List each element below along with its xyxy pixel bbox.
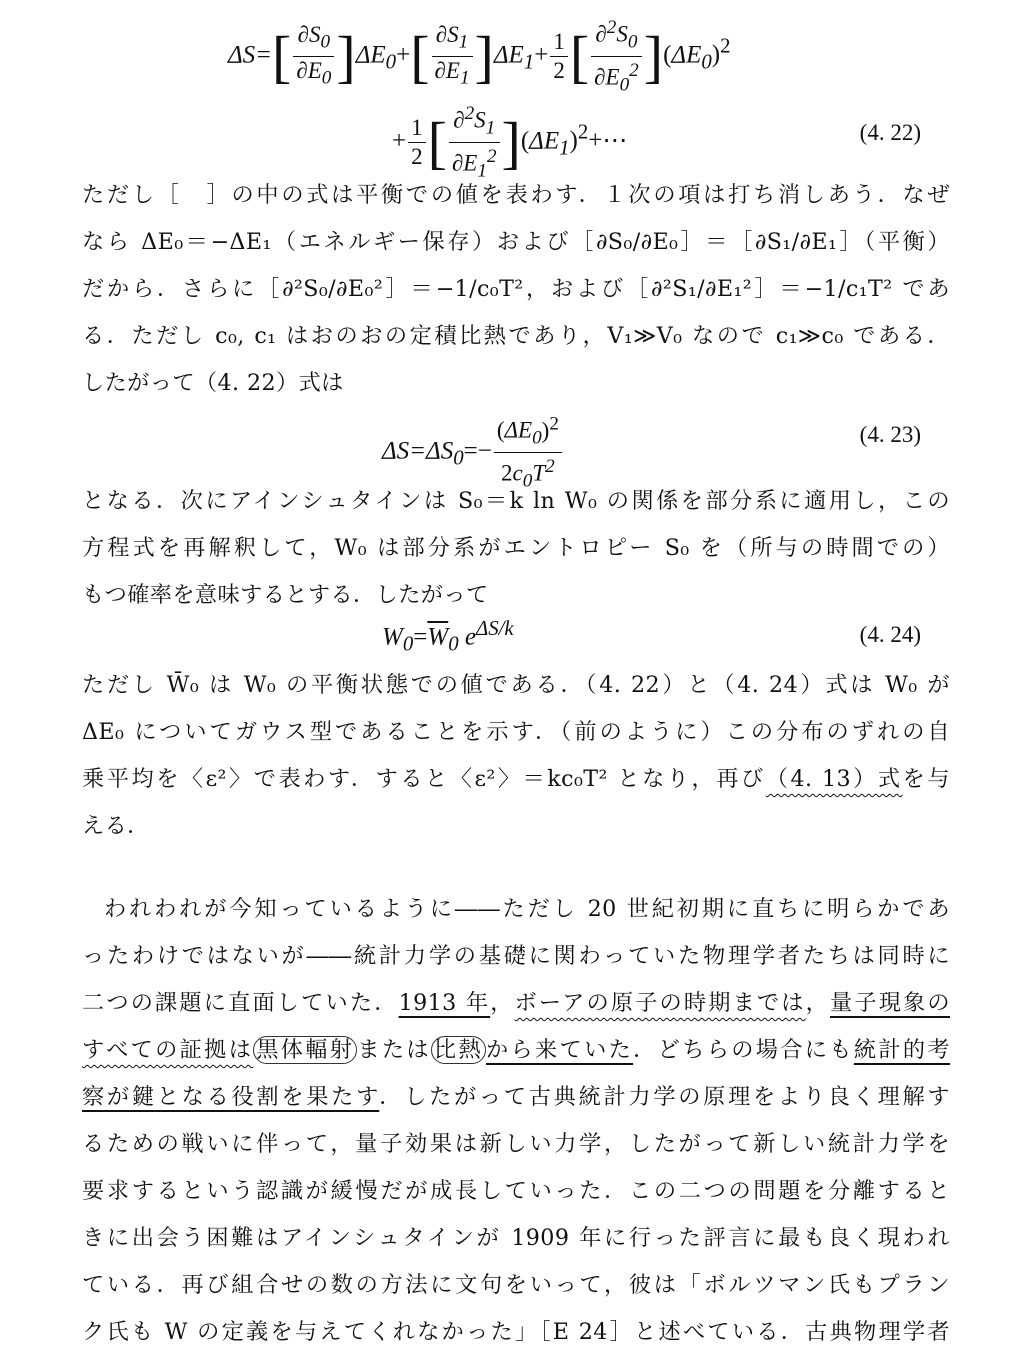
equation-number-4-24: (4. 24) — [859, 622, 921, 647]
equation-number-4-22: (4. 22) — [859, 120, 921, 145]
equation-4-22-line2: + $\frac{1}{2}$ [ $\frac{\partial^2S_1}{\partial E_1^2}$ ]$(\Delta E_1)^2+\cdots$ — [392, 100, 627, 186]
text-line: 要求するという認識が緩慢だが成長していった．この二つの問題を分離すると — [82, 1178, 950, 1204]
underlined-reference: （4. 13）式 — [765, 766, 903, 792]
text-segment: を与 — [902, 766, 950, 792]
text-line: ΔE₀ についてガウス型であることを示す．（前のように）この分布のずれの自 — [82, 719, 950, 745]
text-segment: ．したがって古典統計力学の原理をより良く理解す — [379, 1084, 950, 1110]
text-segment: ， — [490, 990, 515, 1016]
text-line — [82, 1074, 950, 1121]
underlined-phrase: 統計的考 — [853, 1037, 951, 1063]
paragraph-history — [82, 886, 950, 1356]
text-line — [82, 756, 950, 803]
underlined-phrase: 量子現象の — [830, 990, 951, 1016]
text-line: る．ただし c₀, c₁ はおのおの定積比熱であり，V₁≫V₀ なので c₁≫c₀ である． — [82, 323, 950, 349]
text-line: ている．再び組合せの数の方法に文句をいって，彼は「ボルツマン氏もプラン — [82, 1272, 950, 1298]
paragraph-after-4-24 — [82, 662, 950, 850]
text-line: きに出会う困難はアインシュタインが 1909 年に行った評言に最も良く現われ — [82, 1225, 950, 1251]
underlined-phrase: 察が鍵となる役割を果たす — [82, 1084, 380, 1110]
text-line: したがって（4. 22）式は — [82, 370, 344, 396]
underlined-year: 1913 年 — [398, 990, 491, 1016]
underlined-phrase: ボーアの原子の時期までは — [514, 990, 806, 1016]
text-segment: または — [357, 1037, 431, 1063]
equation-number-4-23: (4. 23) — [859, 422, 921, 447]
text-line: 方程式を再解釈して，W₀ は部分系がエントロピー S₀ を（所与の時間での） — [82, 535, 950, 561]
paragraph-after-4-22 — [82, 172, 950, 407]
underlined-phrase: から来ていた — [485, 1037, 634, 1063]
text-line: もつ確率を意味するとする．したがって — [82, 582, 489, 608]
text-segment: ， — [805, 990, 831, 1016]
text-segment: 乗平均を〈ε²〉で表わす．すると〈ε²〉＝kc₀T² となり，再び — [82, 766, 766, 792]
text-line: なら ΔE₀＝−ΔE₁（エネルギー保存）および［∂S₀/∂E₀］＝［∂S₁/∂E₁］（平衡） — [82, 229, 950, 255]
text-line: だから．さらに［∂²S₀/∂E₀²］＝−1/c₀T²，および［∂²S₁/∂E₁²］＝−1/c₁T² であ — [82, 276, 950, 302]
circled-term: 黒体輻射 — [253, 1036, 357, 1064]
text-line: われわれが今知っているように――ただし 20 世紀初期に直ちに明らかであ — [104, 896, 950, 922]
text-line — [82, 1027, 950, 1074]
circled-term: 比熱 — [431, 1036, 486, 1064]
text-segment: ．どちらの場合にも — [633, 1037, 854, 1063]
text-line: ク氏も W の定義を与えてくれなかった」［E 24］と述べている．古典物理学者 — [82, 1319, 950, 1345]
eq-source — [0, 0, 1, 1]
text-line — [82, 980, 950, 1027]
equation-4-22-line1: ΔS=[ $\frac{\partial S_0}{\partial E_0}$ ]$\Delta E_0+$[ $\frac{\partial S_1}{\partial E_1}$ ]$\Delta E_1+$ $\frac{1}{2}$ [ $\frac{\partial^2S_0}{\partial E_0^2}$ ]$(\Delta E_0)^2$ — [228, 14, 731, 100]
text-line: ただし［ ］の中の式は平衡での値を表わす．１次の項は打ち消しあう．なぜ — [82, 182, 950, 208]
text-line: ただし W̄₀ は W₀ の平衡状態での値である．（4. 22）と（4. 24）式は W₀ が — [82, 672, 950, 698]
equation-4-24: $W_0=\overline{W}_0$ $e^{\Delta S/k}$ — [382, 616, 514, 656]
underlined-phrase: すべての証拠は — [82, 1037, 254, 1063]
text-line: となる．次にアインシュタインは S₀＝k ln W₀ の関係を部分系に適用し，この — [82, 488, 950, 514]
paragraph-after-4-23 — [82, 478, 950, 619]
text-line: るための戦いに伴って，量子効果は新しい力学，したがって新しい統計力学を — [82, 1131, 950, 1157]
text-line: える． — [82, 813, 150, 839]
text-segment: 二つの課題に直面していた． — [82, 990, 399, 1016]
equation-4-23: $\Delta S=\Delta S_0=-$ $\frac{(\Delta E_0)^2}{2c_0T^2}$ — [382, 410, 564, 496]
text-line: ったわけではないが――統計力学の基礎に関わっていた物理学者たちは同時に — [82, 943, 950, 969]
